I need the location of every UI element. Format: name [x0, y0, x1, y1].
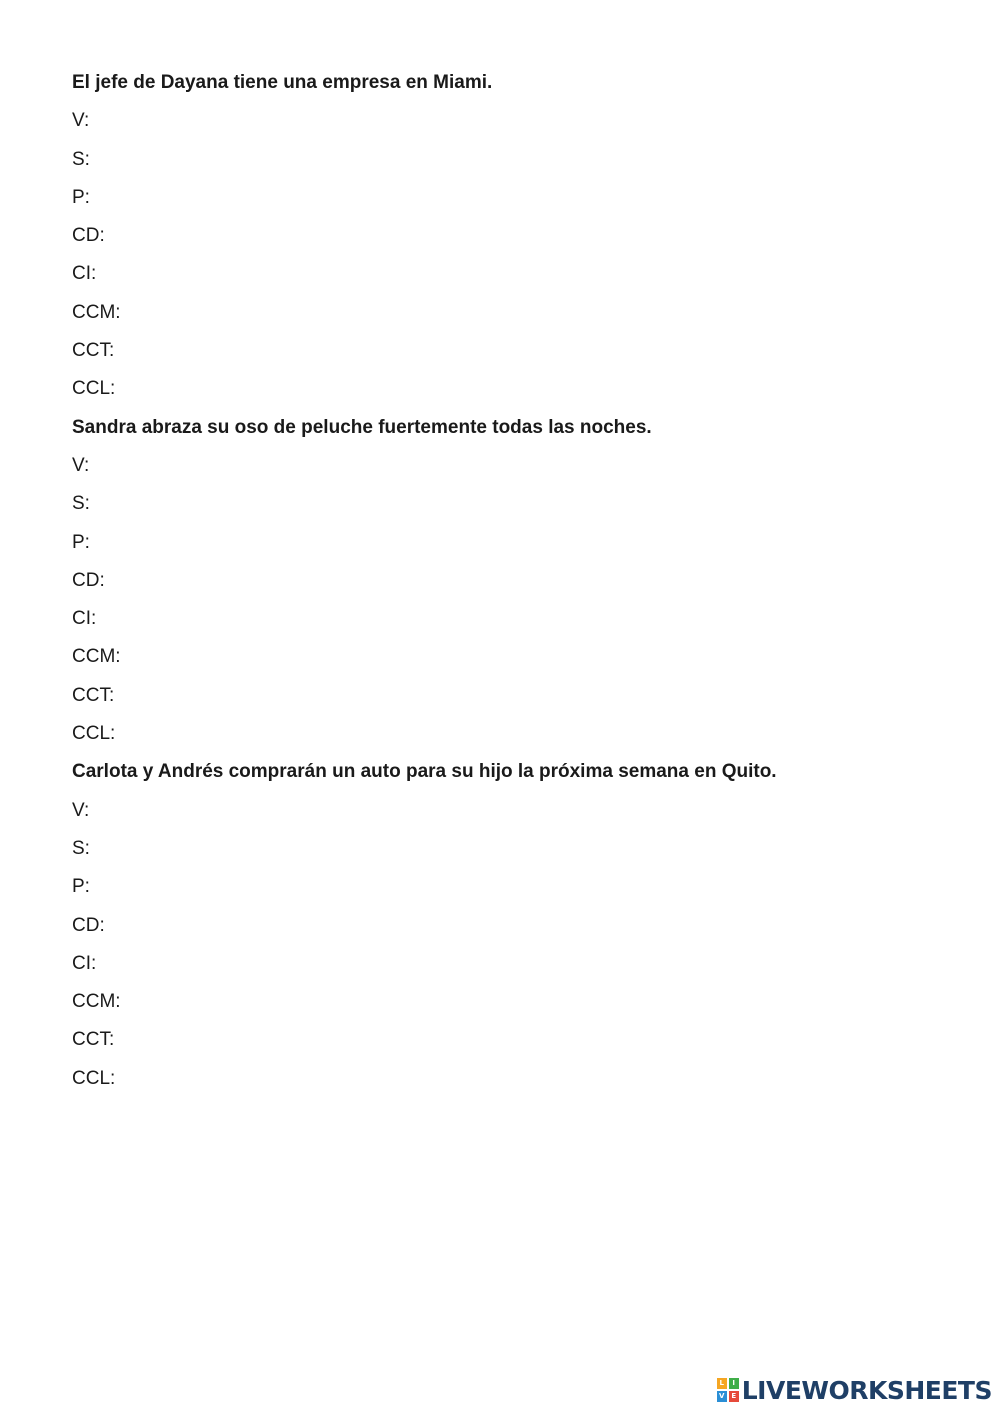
worksheet — [72, 64, 932, 1098]
answer-row-s — [72, 141, 932, 179]
logo-text: LIVEWORKSHEETS — [741, 1375, 992, 1405]
field-label: P: — [72, 186, 90, 208]
answer-input-ccl[interactable] — [123, 719, 883, 749]
answer-row-v — [72, 447, 932, 485]
answer-input-cd[interactable] — [113, 221, 873, 251]
answer-input-s[interactable] — [98, 489, 858, 519]
answer-row-cd — [72, 562, 932, 600]
exercise-sentence: Sandra abraza su oso de peluche fuertemente todas las noches. — [72, 416, 652, 438]
field-label: V: — [72, 454, 90, 476]
exercise-sentence: El jefe de Dayana tiene una empresa en Miami. — [72, 72, 493, 93]
field-label: CD: — [72, 569, 105, 591]
answer-input-v[interactable] — [97, 451, 857, 481]
answer-input-ccl[interactable] — [123, 1064, 883, 1094]
answer-row-ci — [72, 945, 932, 983]
answer-input-ccm[interactable] — [129, 298, 889, 328]
answer-input-v[interactable] — [97, 796, 857, 826]
exercise-3 — [72, 753, 932, 1098]
answer-input-cct[interactable] — [122, 1026, 882, 1056]
answer-input-ci[interactable] — [104, 260, 864, 290]
answer-input-cd[interactable] — [113, 911, 873, 941]
answer-row-cct — [72, 1021, 932, 1059]
answer-input-ci[interactable] — [104, 604, 864, 634]
answer-row-p — [72, 868, 932, 906]
logo-mark-letter: I — [729, 1378, 739, 1389]
answer-row-cd — [72, 907, 932, 945]
answer-input-ccl[interactable] — [123, 375, 883, 405]
logo-mark-letter: L — [717, 1378, 727, 1389]
answer-input-ci[interactable] — [104, 949, 864, 979]
exercise-1 — [72, 64, 932, 409]
field-label: CCM: — [72, 301, 121, 323]
answer-row-ccl — [72, 1060, 932, 1098]
field-label: CCT: — [72, 340, 115, 362]
field-label: CD: — [72, 914, 105, 936]
answer-input-cd[interactable] — [113, 566, 873, 596]
answer-input-s[interactable] — [98, 834, 858, 864]
answer-input-p[interactable] — [98, 872, 858, 902]
field-label: CCT: — [72, 1029, 115, 1051]
field-label: CCL: — [72, 723, 116, 745]
answer-input-v[interactable] — [97, 106, 857, 136]
field-label: P: — [72, 876, 90, 898]
answer-row-ccm — [72, 983, 932, 1021]
answer-row-cd — [72, 217, 932, 255]
answer-input-p[interactable] — [98, 528, 858, 558]
field-label: CCL: — [72, 1067, 116, 1089]
answer-input-cct[interactable] — [122, 681, 882, 711]
field-label: P: — [72, 531, 90, 553]
answer-input-ccm[interactable] — [129, 643, 889, 673]
answer-row-ci — [72, 600, 932, 638]
field-label: CI: — [72, 608, 97, 630]
answer-input-s[interactable] — [98, 145, 858, 175]
answer-row-ccl — [72, 715, 932, 753]
answer-row-ci — [72, 255, 932, 293]
answer-row-s — [72, 485, 932, 523]
answer-row-ccl — [72, 370, 932, 408]
field-label: CD: — [72, 225, 105, 247]
answer-row-p — [72, 179, 932, 217]
field-label: CCL: — [72, 378, 116, 400]
field-label: CCM: — [72, 991, 121, 1013]
answer-input-ccm[interactable] — [129, 987, 889, 1017]
field-label: CCT: — [72, 684, 115, 706]
field-label: V: — [72, 799, 90, 821]
field-label: CI: — [72, 263, 97, 285]
answer-row-ccm — [72, 294, 932, 332]
field-label: V: — [72, 110, 90, 132]
field-label: S: — [72, 148, 90, 170]
logo-mark-letter: V — [717, 1391, 727, 1402]
exercise-sentence: Carlota y Andrés comprarán un auto para su hijo la próxima semana en Quito. — [72, 761, 777, 783]
answer-row-cct — [72, 332, 932, 370]
answer-row-v — [72, 792, 932, 830]
answer-row-cct — [72, 677, 932, 715]
answer-row-s — [72, 830, 932, 868]
exercise-2 — [72, 409, 932, 754]
field-label: S: — [72, 837, 90, 859]
liveworksheets-logo — [717, 1375, 992, 1405]
field-label: CI: — [72, 952, 97, 974]
answer-row-v — [72, 102, 932, 140]
answer-row-p — [72, 524, 932, 562]
logo-mark-letter: E — [729, 1391, 739, 1402]
answer-row-ccm — [72, 638, 932, 676]
answer-input-p[interactable] — [98, 183, 858, 213]
answer-input-cct[interactable] — [122, 336, 882, 366]
field-label: CCM: — [72, 646, 121, 668]
field-label: S: — [72, 493, 90, 515]
liveworksheets-logo-icon — [717, 1378, 739, 1402]
